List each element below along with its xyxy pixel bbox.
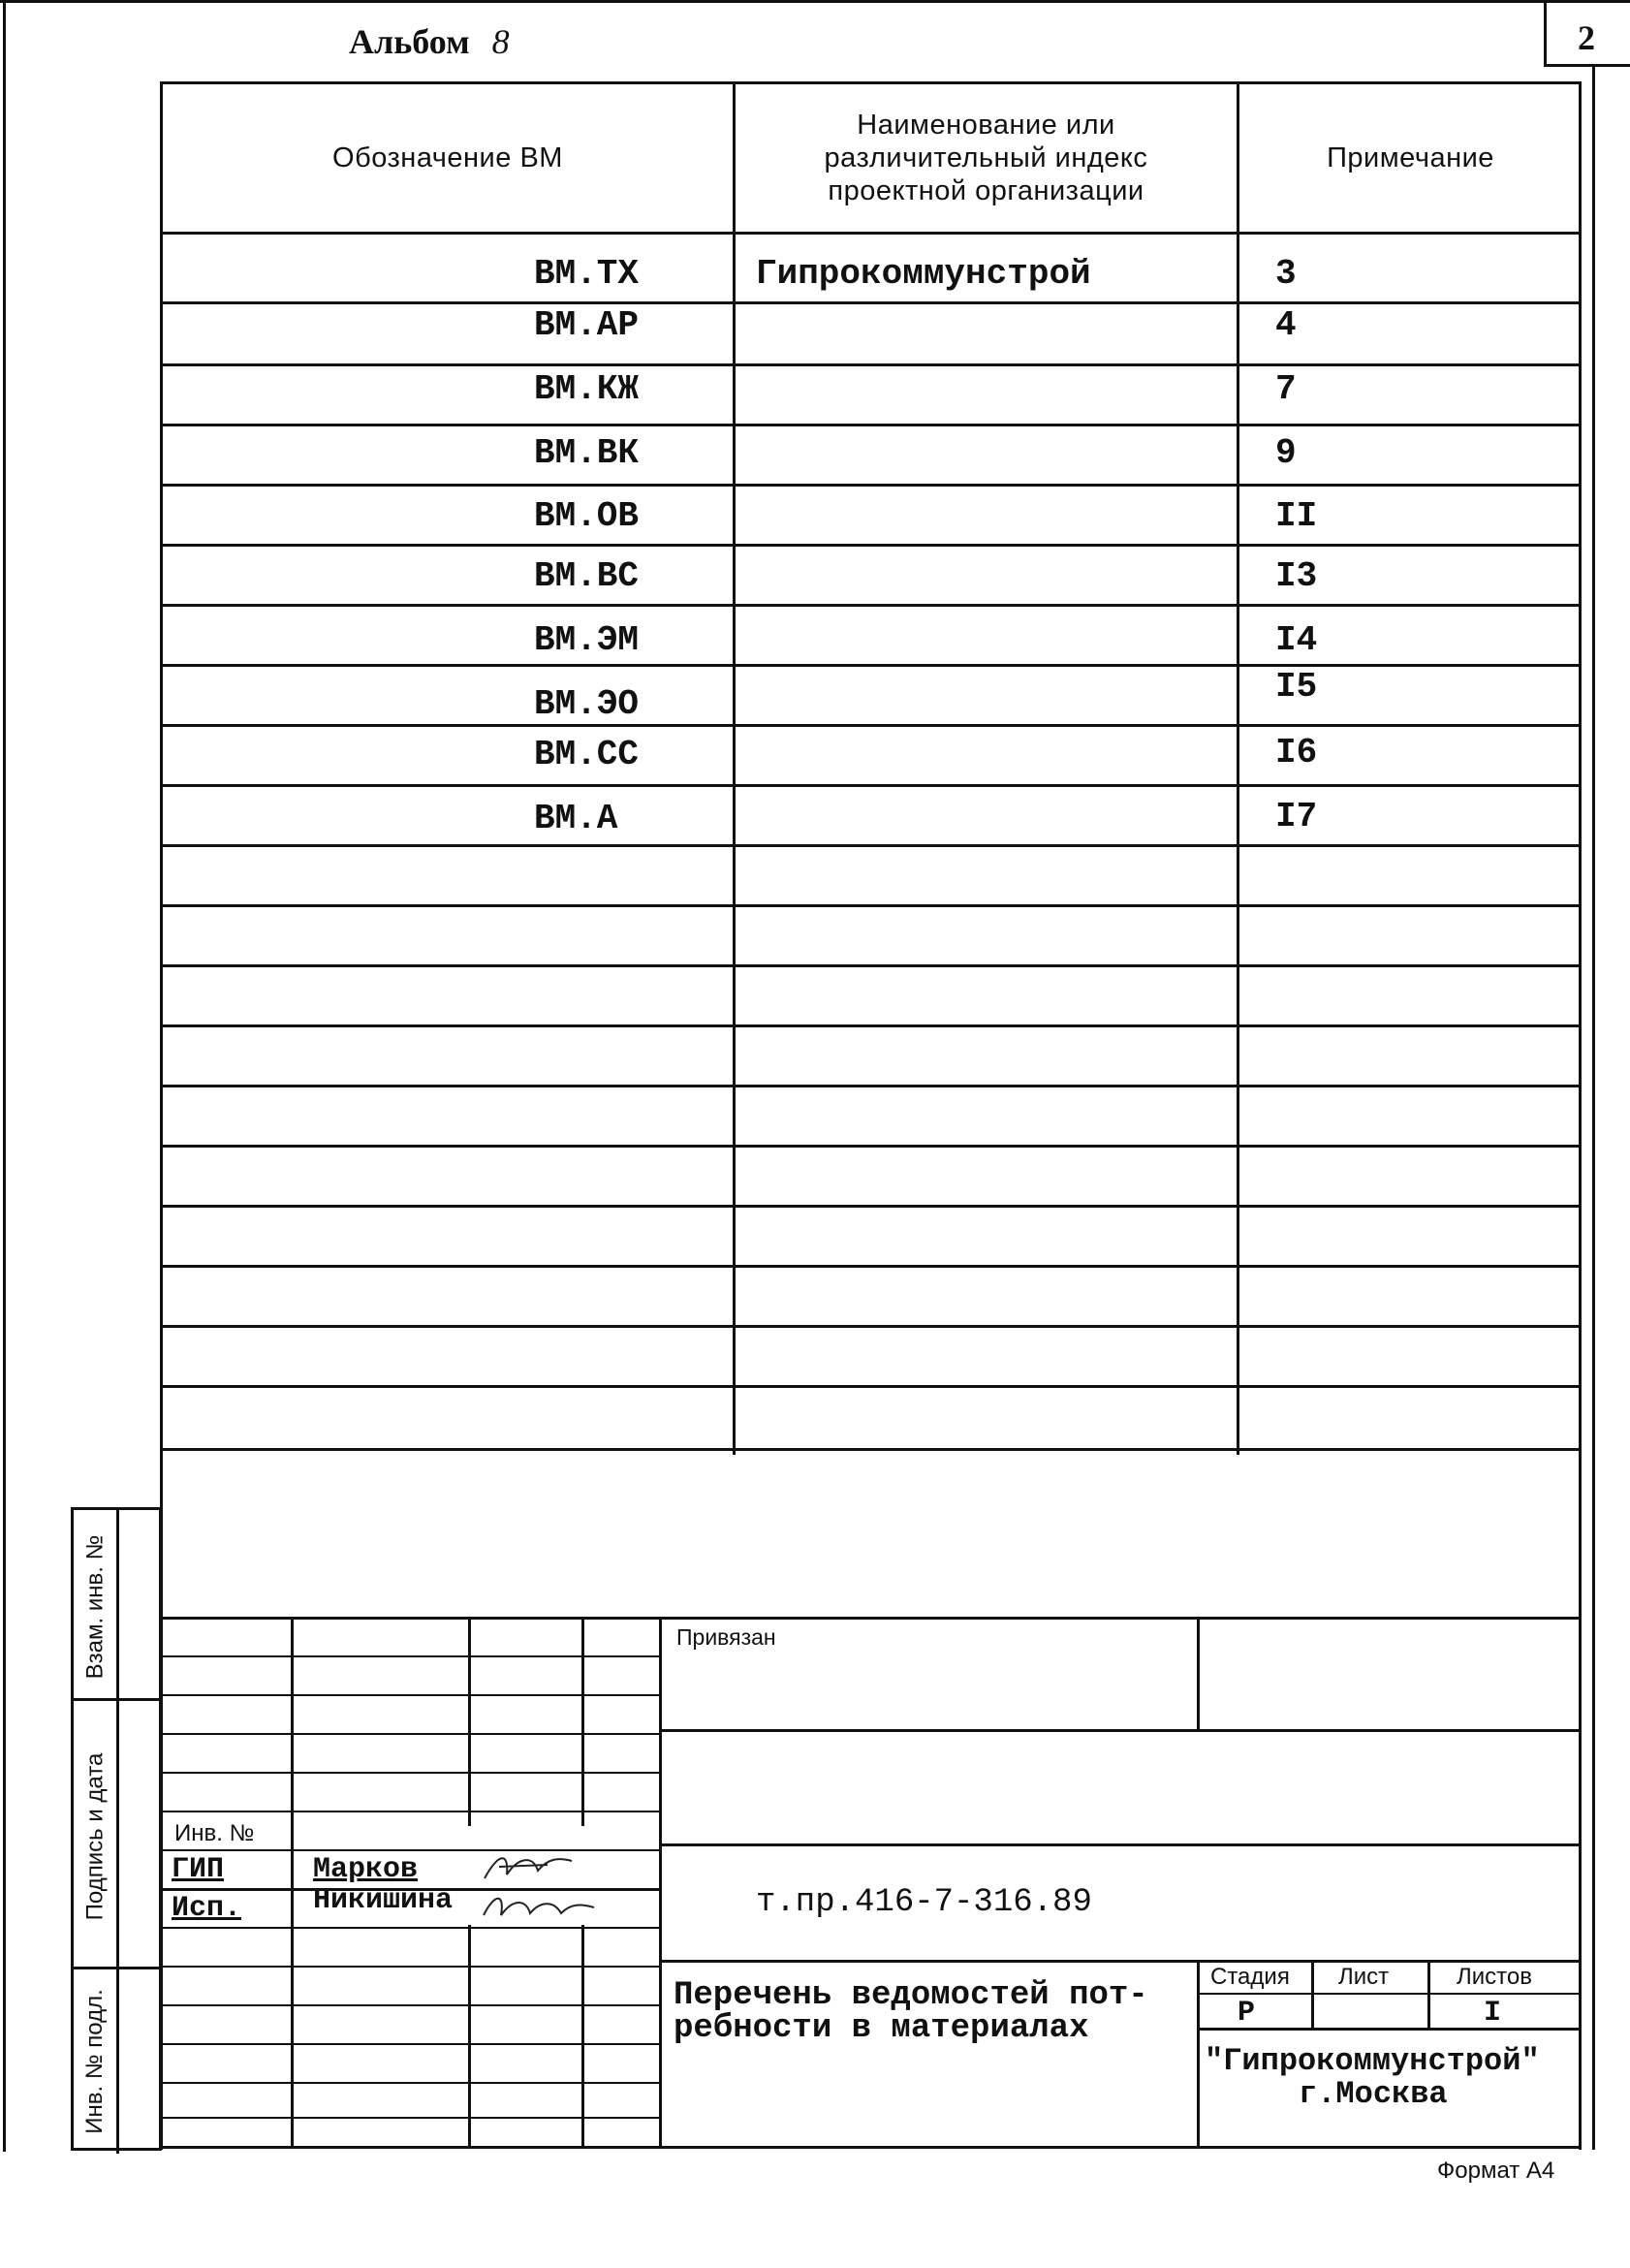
row-separator — [163, 844, 1579, 847]
column-divider-1 — [733, 84, 736, 1455]
signature-gip — [480, 1847, 586, 1886]
row-separator — [163, 544, 1579, 547]
row-separator — [163, 784, 1579, 787]
row-separator — [163, 1265, 1579, 1268]
row-separator — [163, 964, 1579, 967]
row-note: 3 — [1275, 254, 1297, 294]
header-organization: Наименование или различительный индекс проектной организации — [824, 110, 1148, 206]
row-note: 7 — [1275, 369, 1297, 409]
row-separator — [163, 904, 1579, 907]
role-gip: ГИП — [172, 1853, 225, 1886]
header-designation: Обозначение ВМ — [332, 142, 563, 173]
page-number-box-bottom — [1544, 64, 1630, 67]
row-separator — [163, 1145, 1579, 1148]
side-stamp-sign-date — [71, 1698, 162, 1969]
org-line1: "Гипрокоммунстрой" — [1205, 2043, 1540, 2079]
side-stamp-orig-inv — [71, 1967, 162, 2151]
top-border — [0, 0, 1335, 3]
row-note: I6 — [1275, 733, 1318, 772]
title-block — [160, 1617, 1582, 2148]
row-separator — [163, 363, 1579, 366]
stage-value: Р — [1238, 1997, 1256, 2030]
doc-title-line2: ребности в материалах — [674, 2010, 1089, 2047]
side-stamp-replace-inv — [71, 1507, 162, 1701]
row-code: ВМ.АР — [534, 305, 640, 345]
row-note: I5 — [1275, 667, 1318, 707]
name-gip: Марков — [313, 1853, 419, 1886]
org-line2: г.Москва — [1299, 2076, 1448, 2112]
row-separator — [163, 1325, 1579, 1328]
bound-label: Привязан — [676, 1624, 776, 1650]
row-code: ВМ.ЭМ — [534, 620, 640, 660]
stage-label: Стадия — [1210, 1964, 1290, 1990]
row-org: Гипрокоммунстрой — [756, 254, 1091, 294]
row-note: 9 — [1275, 433, 1297, 473]
row-code: ВМ.ОВ — [534, 496, 640, 536]
header-note: Примечание — [1327, 142, 1494, 173]
inv-label: Инв. № — [174, 1820, 255, 1846]
signature-isp — [480, 1886, 606, 1925]
name-isp: Никишина — [313, 1884, 454, 1917]
column-divider-2 — [1237, 84, 1239, 1455]
row-separator — [163, 664, 1579, 667]
row-note: I4 — [1275, 620, 1318, 660]
row-separator — [163, 1385, 1579, 1388]
side-label-replace-inv: Взам. инв. № — [81, 1534, 108, 1680]
row-code: ВМ.ТХ — [534, 254, 640, 294]
row-code: ВМ.ВС — [534, 556, 640, 596]
sheets-value: I — [1484, 1997, 1502, 2030]
row-note: I3 — [1275, 556, 1318, 596]
row-separator — [163, 604, 1579, 607]
doc-title-line1: Перечень ведомостей пот- — [674, 1977, 1148, 2014]
header-separator — [163, 232, 1579, 235]
sheet-label: Лист — [1338, 1964, 1390, 1990]
row-separator — [163, 301, 1579, 304]
side-label-sign-date: Подпись и дата — [81, 1752, 108, 1921]
album-header — [349, 21, 510, 62]
row-note: 4 — [1275, 305, 1297, 345]
row-code: ВМ.ЭО — [534, 684, 640, 724]
row-separator — [163, 724, 1579, 727]
sheets-label: Листов — [1457, 1964, 1532, 1990]
frame-right-upper — [1592, 66, 1595, 2150]
row-note: I7 — [1275, 797, 1318, 836]
role-isp: Исп. — [172, 1892, 242, 1925]
page-number: 2 — [1578, 18, 1595, 57]
row-separator — [163, 1085, 1579, 1087]
page-number-box-left — [1544, 0, 1547, 66]
row-code: ВМ.СС — [534, 735, 640, 774]
row-separator — [163, 484, 1579, 487]
materials-register-table — [160, 81, 1582, 1451]
album-label: Альбом — [349, 22, 470, 61]
row-code: ВМ.А — [534, 799, 618, 838]
top-right-border — [1335, 0, 1630, 3]
row-separator — [163, 1205, 1579, 1208]
row-code: ВМ.КЖ — [534, 369, 640, 409]
album-number: 8 — [491, 22, 510, 61]
doc-code: т.пр.416-7-316.89 — [756, 1884, 1092, 1921]
row-separator — [163, 1024, 1579, 1027]
row-code: ВМ.ВК — [534, 433, 640, 473]
side-label-orig-inv: Инв. № подл. — [81, 1989, 108, 2134]
format-label: Формат А4 — [1437, 2158, 1555, 2184]
left-border — [3, 0, 6, 2152]
row-note: II — [1275, 496, 1318, 536]
row-separator — [163, 424, 1579, 426]
